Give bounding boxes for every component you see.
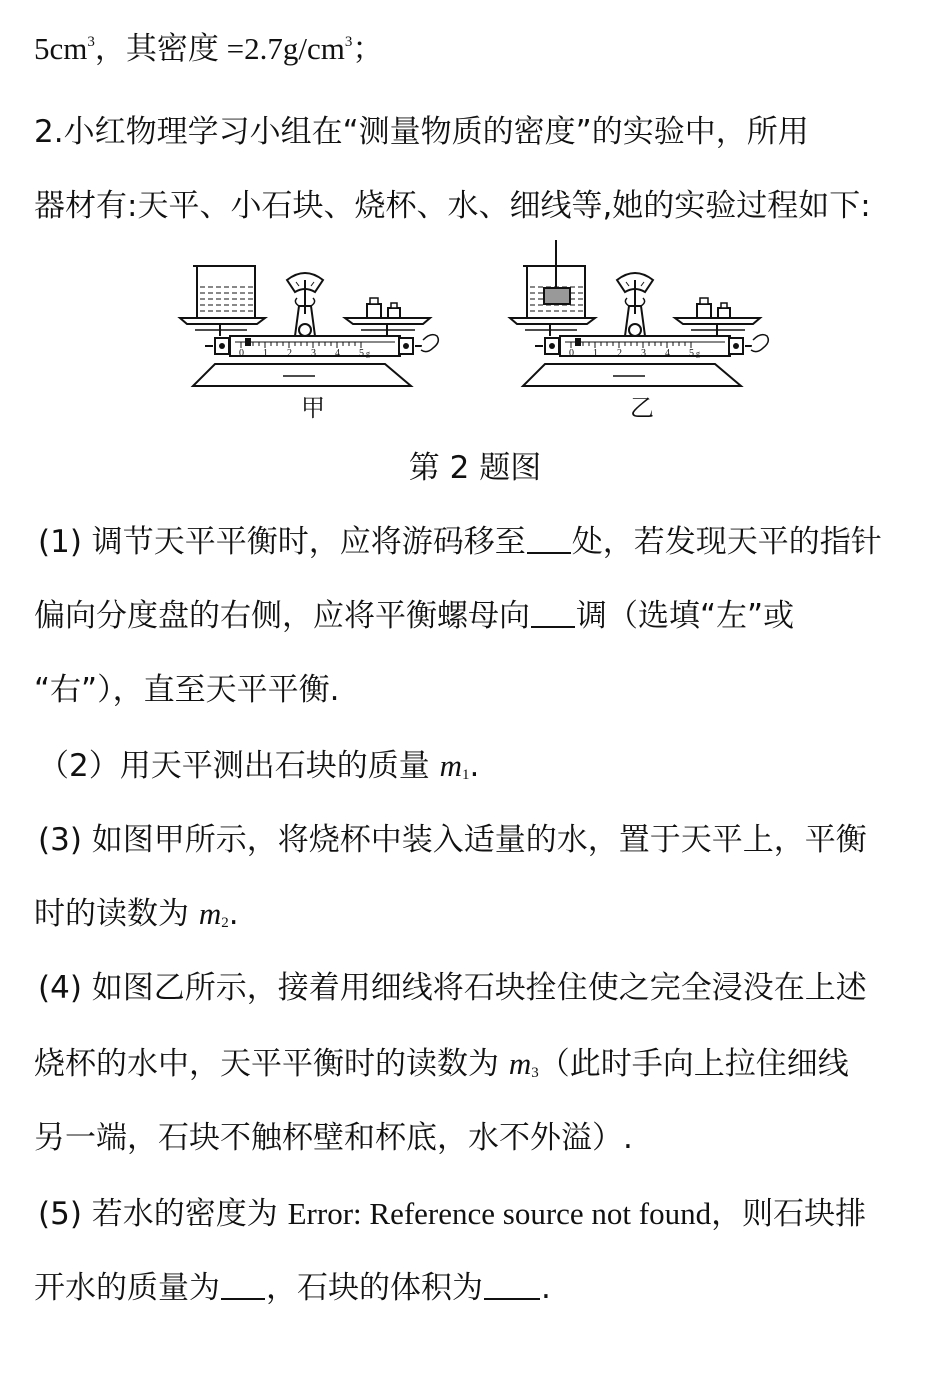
subscript: 3 [531,1065,539,1081]
tick-label: 3 [311,348,316,359]
step1-text-d: 调（选填“左”或 [576,598,795,634]
figure-label-jia: 甲 [301,394,325,422]
step1-line3: “右”），直至天平平衡. [34,672,340,708]
tick-label: 3 [641,348,646,359]
step5-text-a: (5) 若水的密度为 [38,1196,288,1232]
superscript: 3 [344,34,353,50]
step1-line2 [34,594,950,638]
tick-label: 4 [665,348,670,359]
step5-line1 [38,1192,950,1236]
reference-error-text: Error: Reference source not found [287,1196,712,1231]
step4-line1: (4) 如图乙所示，接着用细线将石块拴住使之完全浸没在上述 [38,970,867,1006]
step5-text-d: ，石块的体积为 [266,1270,483,1306]
tick-label: 1 [593,348,598,359]
subscript: 1 [461,767,470,783]
step5-text-c: 开水的质量为 [34,1270,220,1306]
question-intro-line2: 器材有:天平、小石块、烧杯、水、细线等,她的实验过程如下: [34,188,871,224]
tick-label: 0 [569,348,574,359]
punct: . [469,748,480,784]
tick-unit: g [696,349,700,358]
tick-label: 2 [617,348,622,359]
density-text: ，其密度 =2.7g/cm [94,31,345,66]
formula-line [34,20,950,71]
step4-line3: 另一端，石块不触杯壁和杯底，水不外溢）. [34,1120,633,1156]
answer-blank[interactable] [221,1272,265,1300]
question-intro-line1: 2.小红物理学习小组在“测量物质的密度”的实验中，所用 [34,114,809,150]
balance-jia [180,266,438,386]
step5-line2 [34,1266,950,1310]
step2-text: （2）用天平测出石块的质量 [38,748,440,784]
punct: . [228,896,239,932]
mass-variable: m [439,748,462,783]
volume-text: 5cm [34,31,88,66]
balance-illustration [175,236,775,426]
step1-text-a: (1) 调节天平平衡时，应将游码移至 [38,524,526,560]
answer-blank[interactable] [531,600,575,628]
step4-text-b: （此时手向上拉住细线 [538,1046,849,1082]
tick-label: 5 [359,348,364,359]
balance-yi [510,240,768,386]
figure-caption: 第 2 题图 [408,450,542,486]
step1-text-c: 偏向分度盘的右侧，应将平衡螺母向 [34,598,530,634]
mass-variable: m [508,1046,532,1081]
answer-blank[interactable] [527,526,571,554]
step3-line1: (3) 如图甲所示，将烧杯中装入适量的水，置于天平上，平衡 [38,822,867,858]
mass-variable: m [198,896,222,931]
tick-label: 1 [263,348,268,359]
step2-line [38,744,950,797]
step4-text-a: 烧杯的水中，天平平衡时的读数为 [34,1046,509,1082]
punct: . [541,1270,551,1306]
tick-label: 5 [689,348,694,359]
tick-unit: g [366,349,370,358]
tick-label: 0 [239,348,244,359]
step3-line2 [34,892,950,945]
step1-text-b: 处，若发现天平的指针 [571,524,882,560]
step5-text-b: ，则石块排 [711,1196,867,1232]
step1-line1 [38,520,950,564]
superscript: 3 [87,34,95,50]
figure-label-yi: 乙 [630,394,654,422]
step3-text: 时的读数为 [34,896,199,932]
tick-label: 4 [335,348,340,359]
punct: ； [352,31,384,67]
step4-line2 [34,1042,950,1095]
balance-figure [175,236,775,426]
subscript: 2 [221,915,229,931]
answer-blank[interactable] [484,1272,540,1300]
tick-label: 2 [287,348,292,359]
